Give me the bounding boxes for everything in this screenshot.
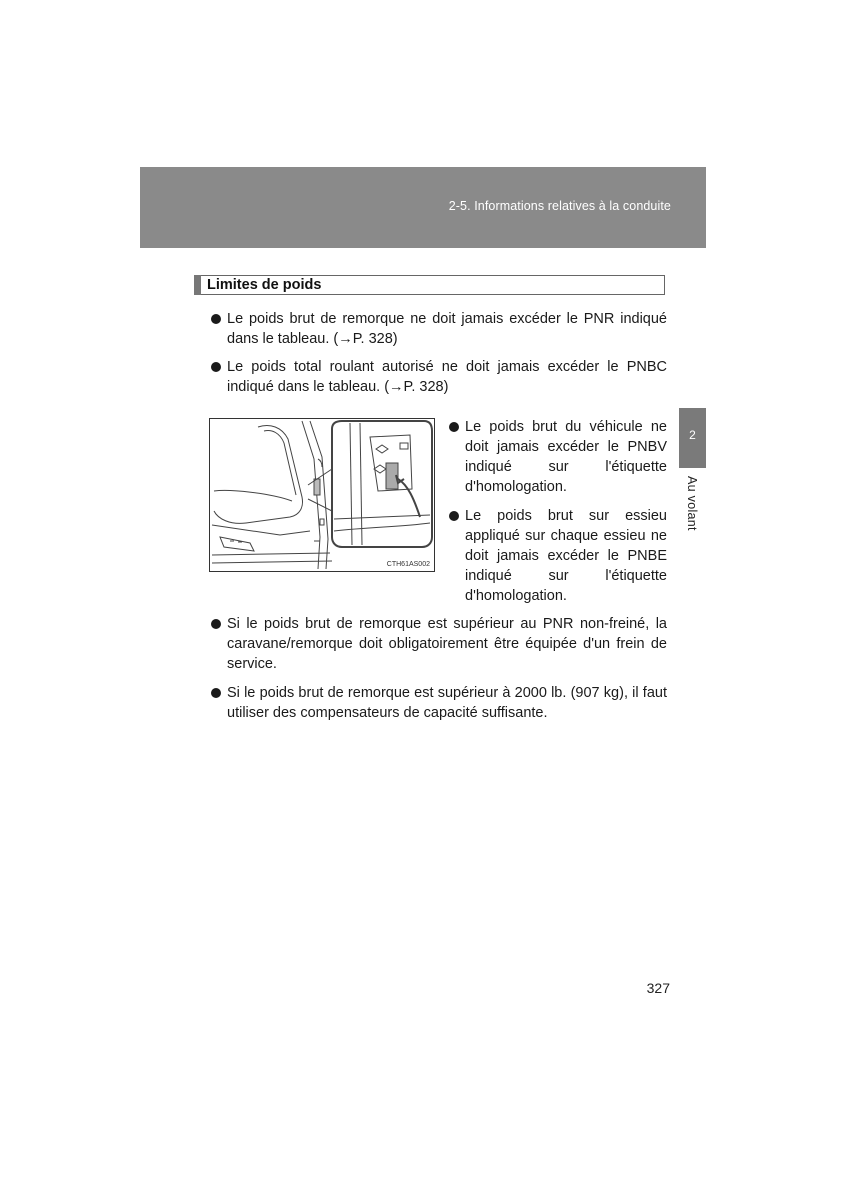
- bullet-icon: [449, 422, 459, 432]
- list-item: [449, 417, 667, 499]
- door-pillar-figure: [209, 418, 435, 572]
- list-item: [211, 614, 667, 676]
- list-item: [449, 506, 667, 606]
- chapter-tab: [679, 408, 706, 468]
- chapter-number: 2: [689, 428, 696, 442]
- section-title: Limites de poids: [207, 277, 322, 293]
- list-item: [211, 683, 667, 725]
- bullet-icon: [211, 619, 221, 629]
- section-heading: [194, 275, 665, 295]
- bullet-icon: [449, 511, 459, 521]
- breadcrumb: 2-5. Informations relatives à la conduite: [448, 199, 671, 213]
- figure-code: CTH61AS002: [386, 561, 430, 568]
- page-number: 327: [646, 980, 670, 996]
- list-item: [211, 309, 667, 349]
- heading-marker: [194, 275, 201, 295]
- bullet-text: Le poids brut du véhicule ne doit jamais excéder le PNBV indiqué sur l'étiquette d'homologation.: [465, 419, 667, 495]
- chapter-label: Au volant: [685, 476, 699, 531]
- door-pillar-label-illustration: [210, 419, 434, 571]
- bullet-icon: [211, 314, 221, 324]
- bullet-text: Si le poids brut de remorque est supérieur à 2000 lb. (907 kg), il faut utiliser des compensateurs de capacité suffisante.: [227, 685, 667, 721]
- bullet-text: Si le poids brut de remorque est supérieur au PNR non-freiné, la caravane/remorque doit obligatoirement être équipée d'un frein de service.: [227, 616, 667, 672]
- bullet-text: Le poids brut sur essieu appliqué sur chaque essieu ne doit jamais excéder le PNBE indiqué sur l'étiquette d'homologation.: [465, 508, 667, 604]
- bullet-text: Le poids total roulant autorisé ne doit jamais excéder le PNBC indiqué dans le tableau. (→P. 328): [227, 359, 667, 395]
- header-band: [140, 167, 706, 248]
- bullet-icon: [211, 688, 221, 698]
- bullet-icon: [211, 362, 221, 372]
- list-item: [211, 357, 667, 397]
- bullet-text: Le poids brut de remorque ne doit jamais excéder le PNR indiqué dans le tableau. (→P. 328): [227, 311, 667, 347]
